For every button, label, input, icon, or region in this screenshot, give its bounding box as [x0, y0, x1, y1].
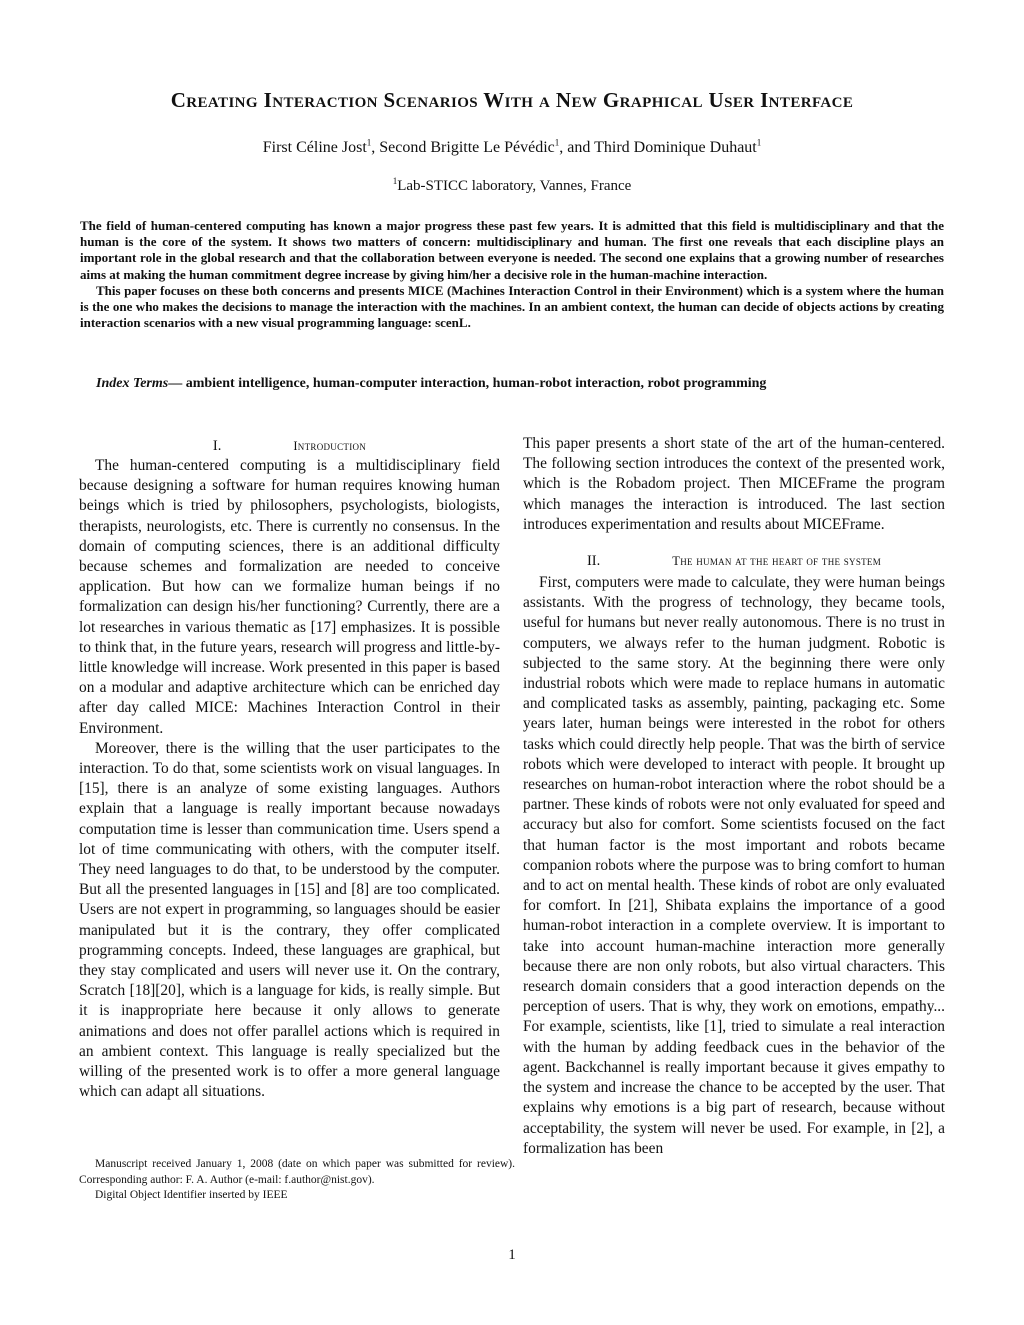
affiliation-mark: 1: [392, 176, 398, 186]
intro-paragraph-3: This paper presents a short state of the art of the human-centered. The following section introduces the context of the presented work, which is the Robadom project. Then MICEFrame the program which manages the interaction is introduced. The last section introduces experimentation and results about MICEFrame.: [523, 435, 945, 533]
paper-title: Creating Interaction Scenarios With a New Graphical User Interface: [170, 88, 854, 112]
author-1: First Céline Jost: [262, 139, 367, 156]
intro-paragraph-2: Moreover, there is the willing that the user participates to the interaction. To do that, some scientists work on visual languages. In [15], there is an analyze of some existing languages. Authors explain that a language is really important because nowadays computation time is lesser than communication time. Users spend a lot of time communicating with others, with the computer itself. They need languages to do that, to be understood by the computer. But all the presented languages in [15] and [8] are too complicated. Users are not expert in programming, so languages should be easier manipulated but it is the contrary, they offer complicated programming concepts. Indeed, these languages are graphical, but they stay complicated and users will never use it. On the contrary, Scratch [18][20], which is a language for kids, is really simple. But it is inappropriate here because it only allows to generate animations and does not offer parallel actions which is required in an ambient context. This language is really specialized but the willing of the presented work is to offer a more general language which can adapt all situations.: [79, 739, 500, 1101]
page-number: 1: [508, 1247, 516, 1263]
index-terms: [96, 376, 956, 392]
footnote-doi: Digital Object Identifier inserted by IEEE: [95, 1189, 288, 1201]
index-terms-dash: —: [168, 376, 186, 391]
section-title: The human at the heart of the system: [672, 554, 882, 569]
author-2-affil-mark: 1: [554, 137, 560, 148]
intro-paragraph-1: The human-centered computing is a multidisciplinary field because designing a software for human requires knowing human beings which is tried by philosophers, psychologists, biologists, therapists, neurologists, etc. There is currently no consensus. In the domain of computing sciences, there is an additional difficulty because schemes and formalization are needed to conceive application. But how can we formalize human beings if no formalization can design his/her functioning? Currently, there are a lot researches in various thematic as [17] emphasizes. It is possible to think that, in the future years, research will progress and little-by-little knowledge will increase. Work presented in this paper is based on a modular and adaptive architecture which can be enriched day after day called MICE: Machines Interaction Control in their Environment.: [79, 457, 500, 737]
abstract-paragraph-2: This paper focuses on these both concerns and presents MICE (Machines Interaction Control in their Environment) which is a system where the human is the one who makes the decisions to manage the interaction with the machines. In an ambient context, the human can decide of objects actions by creating interaction scenarios with a new visual programming language: scenL.: [80, 282, 944, 331]
index-terms-label: Index Terms: [96, 376, 169, 391]
author-2: , Second Brigitte Le Pévédic: [371, 139, 555, 156]
left-column: [79, 436, 500, 1103]
abstract: [80, 218, 944, 331]
index-terms-text: ambient intelligence, human-computer interaction, human-robot interaction, robot programming: [185, 376, 767, 391]
affiliation-text: Lab-STICC laboratory, Vannes, France: [397, 178, 632, 194]
author-3-affil-mark: 1: [756, 137, 762, 148]
section-number: I.: [212, 438, 222, 454]
section2-paragraph-1: First, computers were made to calculate, they were human beings assistants. With the progress of technology, they became tools, useful for humans but never really autonomous. There is no trust in computers, we always refer to the human judgment. Robotic is subjected to the same story. At the beginning there were only industrial robots which were made to replace humans in automatic and complicated tasks as assembly, painting, packaging etc. Some years later, human beings were interested in the robot for others tasks which could directly help people. That was the birth of service robots which were developed to interact with people. It brought up researches on human-robot interaction where the robot should be a partner. These kinds of robots were not only evaluated for speed and accuracy but also for comfort. Some scientists focused on the fact that human factor is the most important and robots became companion robots where the purpose was to bring comfort to human and to act on mental health. These kinds of robot are only evaluated for comfort. In [21], Shibata explains the importance of a good human-robot interaction in a complete overview. It is important to take into account human-machine interaction more generally because there are non only robots, but also virtual characters. This research domain considers that a good interaction depends on the perception of users. That is why, they work on emotions, empathy... For example, scientists, like [1], tried to simulate a real interaction with the human by adding feedback cues in the behavior of the agent. Backchannel is really important because it gives empathy to the system and increase the chance to be accepted by the user. That explains why emotions is a big part of research, because without acceptability, the system will never be used. For example, in [2], a formalization has been: [523, 574, 945, 1157]
right-column: [523, 434, 945, 1159]
author-3: , and Third Dominique Duhaut: [559, 139, 757, 156]
footnote: [79, 1157, 515, 1204]
section-heading-introduction: [79, 436, 500, 456]
author-line: [0, 139, 1024, 157]
abstract-paragraph-1: The field of human-centered computing has known a major progress these past few years. It is admitted that this field is multidisciplinary and that the human is the core of the system. It shows two matters of concern: multidisciplinary and human. The first one reveals that each discipline plays an important role in the global research and that the collaboration between everyone is needed. The second one explains that a growing number of researches aims at making the human commitment degree increase by giving him/her a decisive role in the human-machine interaction.: [80, 218, 944, 282]
footnote-manuscript: Manuscript received January 1, 2008 (date on which paper was submitted for review). Corresponding author: F. A. Author (e-mail: f.author@nist.gov).: [79, 1158, 515, 1186]
affiliation: [0, 178, 1024, 195]
author-1-affil-mark: 1: [366, 137, 372, 148]
section-number: II.: [586, 553, 601, 570]
section-heading-human: [523, 551, 945, 571]
section-title: Introduction: [293, 439, 367, 453]
